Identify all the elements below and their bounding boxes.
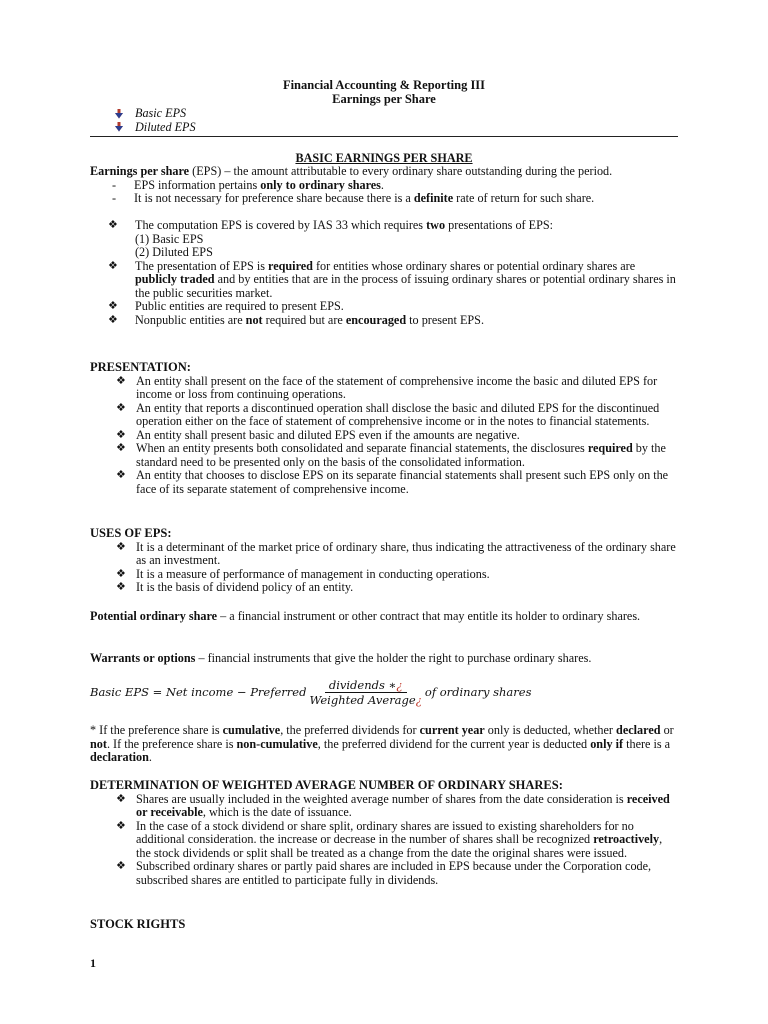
list-item: ❖ The presentation of EPS is required for entities whose ordinary shares or potential ordinary shares are publicly traded and by entities that are in the process of issuing ordinary shares or potential ordinary shares in the public securities market. (108, 258, 676, 300)
list-item: ❖ Shares are usually included in the weighted average number of shares from the date consideration is received or receivable, which is the date of issuance. (116, 791, 670, 819)
list-item: ❖ Public entities are required to present EPS. (108, 299, 344, 313)
formula-fraction: $\frac{\text{dividends ∗¿}}{\text{Weighted Average¿}}$ (309, 678, 422, 707)
list-item: ❖ It is a measure of performance of management in conducting operations. (116, 566, 490, 581)
topic-item (114, 121, 196, 135)
topic-item (114, 107, 196, 121)
list-item: ❖ In the case of a stock dividend or share split, ordinary shares are issued to existing shareholders for no additional consideration. the increase or decrease in the number of shares shall be recognized retroactively, the stock dividends or split shall be treated as a change from the date the original shares were issued. (116, 818, 663, 860)
potential-share-definition: Potential ordinary share – a financial instrument or other contract that may entitle its holder to ordinary shares. (90, 609, 641, 623)
diamond-bullet-icon: ❖ (116, 442, 126, 454)
diamond-bullet-icon: ❖ (116, 540, 126, 553)
section-heading: DETERMINATION OF WEIGHTED AVERAGE NUMBER OF ORDINARY SHARES: (90, 778, 563, 792)
horizontal-divider (90, 136, 678, 137)
formula-left: Basic EPS = Net income − Preferred (90, 684, 307, 699)
diamond-bullet-icon: ❖ (116, 374, 126, 387)
diamond-bullet-icon: ❖ (116, 819, 126, 832)
basic-eps-formula (90, 678, 531, 707)
diamond-bullet-icon: ❖ (116, 428, 126, 441)
list-item: ❖ Subscribed ordinary shares or partly paid shares are included in EPS because under the Corporation code, subscribed shares are entitled to participate fully in dividends. (116, 859, 652, 887)
diamond-bullet-icon: ❖ (108, 313, 118, 326)
warrants-definition: Warrants or options – financial instruments that give the holder the right to purchase ordinary shares. (90, 651, 592, 665)
section-heading: STOCK RIGHTS (90, 917, 186, 931)
section-heading: PRESENTATION: (90, 360, 191, 374)
section-title: BASIC EARNINGS PER SHARE (295, 151, 473, 165)
diamond-bullet-icon: ❖ (116, 581, 126, 593)
eps-definition: Earnings per share (EPS) – the amount attributable to every ordinary share outstanding during the period. (90, 164, 613, 178)
presentation-section (90, 361, 680, 496)
list-item: ❖ An entity shall present on the face of the statement of comprehensive income the basic and diluted EPS for income or loss from continuing operations. (116, 373, 658, 401)
numbered-item: (1) Basic EPS (135, 231, 204, 246)
numbered-item: (2) Diluted EPS (135, 245, 213, 259)
list-item: ❖ It is the basis of dividend policy of an entity. (116, 580, 354, 594)
list-item: ❖ An entity shall present basic and diluted EPS even if the amounts are negative. (116, 427, 520, 442)
list-item: - It is not necessary for preference share because there is a definite rate of return for such share. (112, 191, 595, 205)
diamond-bullet-icon: ❖ (116, 860, 126, 872)
diamond-bullet-icon: ❖ (108, 219, 118, 231)
diamond-bullet-icon: ❖ (116, 401, 126, 414)
topic-label: Diluted EPS (135, 119, 196, 134)
diamond-bullet-icon: ❖ (116, 792, 126, 805)
diamond-bullet-icon: ❖ (108, 300, 118, 312)
list-item: ❖ Nonpublic entities are not required but are encouraged to present EPS. (108, 312, 484, 327)
weighted-average-section (90, 779, 680, 887)
diamond-bullet-icon: ❖ (116, 469, 126, 481)
list-item: ❖ The computation EPS is covered by IAS 33 which requires two presentations of EPS: (108, 218, 554, 232)
list-item: ❖ When an entity presents both consolidated and separate financial statements, the disclosures required by the standard need to be presented only on the basis of the consolidated information. (116, 441, 666, 469)
arrow-bullet-icon (114, 122, 124, 132)
topic-label: Basic EPS (135, 106, 187, 120)
document-title: Financial Accounting & Reporting III (282, 78, 486, 92)
page-number: 1 (90, 956, 96, 970)
list-item: ❖ An entity that reports a discontinued operation shall disclose the basic and diluted EPS for the discontinued operation either on the face of statement of comprehensive income or in the notes to financial statements. (116, 400, 660, 428)
formula-right: of ordinary shares (424, 684, 532, 699)
diamond-bullet-icon: ❖ (116, 567, 126, 580)
diamond-bullet-icon: ❖ (108, 259, 118, 272)
arrow-bullet-icon (114, 109, 124, 119)
list-item: ❖ An entity that chooses to disclose EPS on its separate financial statements shall present such EPS only on the face of its separate statement of comprehensive income. (116, 468, 669, 496)
uses-section (90, 527, 680, 595)
document-subtitle: Earnings per Share (332, 92, 436, 106)
stock-rights-section (90, 918, 680, 932)
list-item: ❖ It is a determinant of the market price of ordinary share, thus indicating the attractiveness of the ordinary share as an investment. (116, 539, 676, 567)
section-heading: USES OF EPS: (90, 526, 172, 540)
preference-note: * If the preference share is cumulative, the preferred dividends for current year only is deducted, whether declared or not. If the preference share is non-cumulative, the preferred dividend for the current year is deducted only if there is a declaration. (90, 723, 674, 764)
topic-list (114, 107, 196, 134)
list-item: - EPS information pertains only to ordinary shares. (112, 177, 384, 192)
basic-eps-section (90, 165, 680, 327)
